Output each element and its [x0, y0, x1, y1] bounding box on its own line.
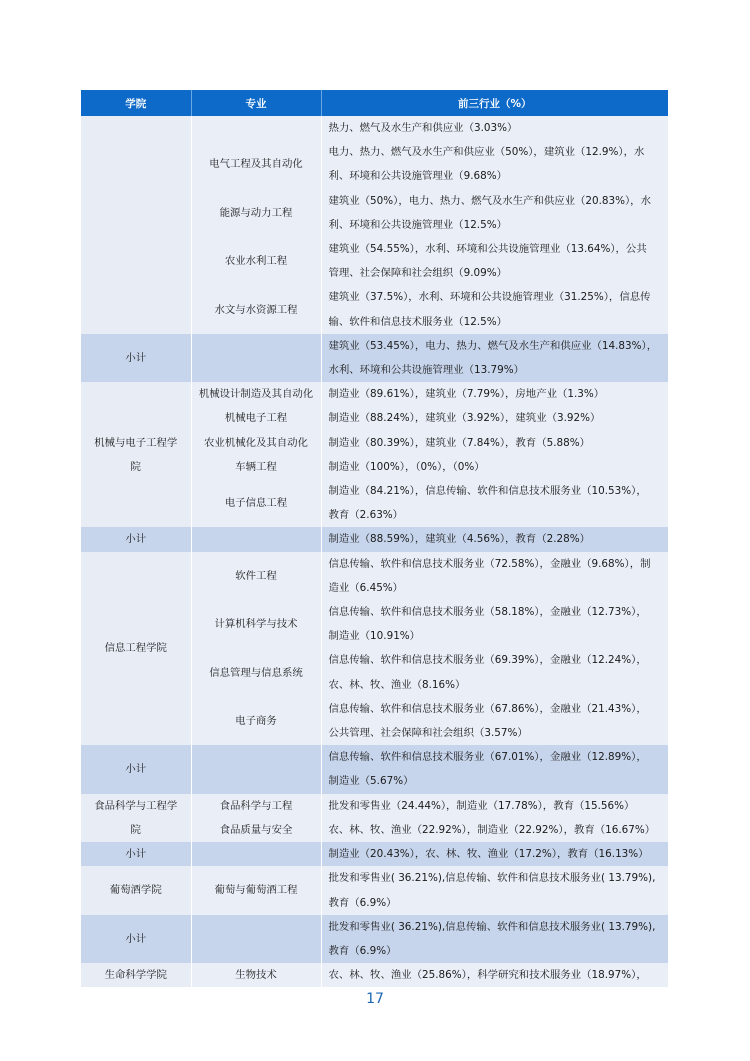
text-line: 信息工程学院: [104, 642, 167, 655]
subtotal-major-cell: [191, 915, 321, 963]
text-line: 农、林、牧、渔业（22.92%），制造业（22.92%），教育（16.67%）: [328, 823, 656, 836]
subtotal-major-cell: [191, 334, 321, 382]
subtotal-row: [81, 527, 668, 551]
subtotal-label: 小计: [81, 745, 191, 793]
major-cell: 机械设计制造及其自动化: [191, 382, 321, 406]
major-cell: 食品科学与工程: [191, 794, 321, 818]
cell-lines: [329, 794, 665, 818]
text-line: 教育（6.9%）: [328, 944, 397, 957]
subtotal-row: [81, 915, 668, 963]
industries-cell: [321, 382, 668, 406]
industries-cell: [321, 116, 668, 140]
industry-table: [81, 90, 668, 987]
cell-lines: [81, 963, 191, 987]
cell-lines: [329, 285, 665, 333]
cell-lines: [329, 382, 665, 406]
industries-cell: [321, 237, 668, 285]
major-cell: 葡萄与葡萄酒工程: [191, 866, 321, 914]
table-row: [81, 382, 668, 406]
college-cell: [81, 866, 191, 914]
subtotal-label: 小计: [81, 527, 191, 551]
subtotal-major-cell: [191, 745, 321, 793]
cell-lines: [329, 697, 665, 745]
major-cell: 计算机科学与技术: [191, 600, 321, 648]
industries-cell: [321, 963, 668, 987]
cell-lines: [329, 237, 665, 285]
text-line: 制造业（80.39%），建筑业（7.84%），教育（5.88%）: [328, 436, 590, 449]
header-top-industries: 前三行业（%）: [321, 90, 668, 116]
major-cell: 农业水利工程: [191, 237, 321, 285]
text-line: 制造业（88.59%），建筑业（4.56%），教育（2.28%）: [328, 533, 590, 546]
cell-lines: [329, 818, 665, 842]
table-row: [81, 794, 668, 818]
text-line: 制造业（10.91%）: [328, 630, 421, 643]
subtotal-industries-cell: [321, 842, 668, 866]
cell-lines: [81, 794, 191, 842]
text-line: 建筑业（37.5%），水利、环境和公共设施管理业（31.25%），信息传: [328, 291, 651, 304]
cell-lines: [81, 431, 191, 479]
cell-lines: [329, 116, 665, 140]
college-cell: [81, 116, 191, 334]
cell-lines: [329, 406, 665, 430]
cell-lines: [329, 455, 665, 479]
major-cell: 食品质量与安全: [191, 818, 321, 842]
industries-cell: [321, 479, 668, 527]
subtotal-row: [81, 842, 668, 866]
industries-cell: [321, 794, 668, 818]
header-row: [81, 90, 668, 116]
cell-lines: [329, 842, 665, 866]
industries-cell: [321, 600, 668, 648]
subtotal-industries-cell: [321, 915, 668, 963]
subtotal-industries-cell: [321, 334, 668, 382]
subtotal-industries-cell: [321, 527, 668, 551]
text-line: 制造业（5.67%）: [328, 775, 414, 788]
text-line: 信息传输、软件和信息技术服务业（69.39%），金融业（12.24%），: [328, 654, 647, 667]
table-row: [81, 116, 668, 140]
cell-lines: [329, 140, 665, 188]
text-line: 葡萄酒学院: [109, 884, 162, 897]
header-major: 专业: [191, 90, 321, 116]
major-cell: 生物技术: [191, 963, 321, 987]
major-cell: 电子信息工程: [191, 479, 321, 527]
text-line: 批发和零售业( 36.21%),信息传输、软件和信息技术服务业( 13.79%),: [328, 920, 656, 933]
major-cell: [191, 116, 321, 140]
subtotal-industries-cell: [321, 745, 668, 793]
text-line: 食品科学与工程学: [94, 799, 178, 812]
table-row: [81, 866, 668, 914]
text-line: 制造业（100%），（0%），（0%）: [328, 460, 485, 473]
subtotal-label: 小计: [81, 842, 191, 866]
subtotal-label: 小计: [81, 334, 191, 382]
text-line: 建筑业（54.55%），水利、环境和公共设施管理业（13.64%），公共: [328, 243, 647, 256]
industries-cell: [321, 455, 668, 479]
major-cell: 水文与水资源工程: [191, 285, 321, 333]
cell-lines: [329, 189, 665, 237]
text-line: 教育（2.63%）: [328, 509, 404, 522]
industries-cell: [321, 697, 668, 745]
text-line: 信息传输、软件和信息技术服务业（67.86%），金融业（21.43%），: [328, 702, 647, 715]
major-cell: 车辆工程: [191, 455, 321, 479]
text-line: 批发和零售业( 36.21%),信息传输、软件和信息技术服务业( 13.79%),: [328, 872, 656, 885]
cell-lines: [329, 745, 665, 793]
subtotal-row: [81, 334, 668, 382]
cell-lines: [329, 334, 665, 382]
text-line: 建筑业（53.45%），电力、热力、燃气及水生产和供应业（14.83%），: [328, 339, 658, 352]
table-body: [81, 116, 668, 987]
industries-cell: [321, 648, 668, 696]
text-line: 农、林、牧、渔业（25.86%），科学研究和技术服务业（18.97%），: [328, 969, 647, 982]
major-cell: 能源与动力工程: [191, 189, 321, 237]
industries-cell: [321, 866, 668, 914]
cell-lines: [329, 479, 665, 527]
page-number: 17: [366, 991, 384, 1007]
major-cell: 电气工程及其自动化: [191, 140, 321, 188]
text-line: 信息传输、软件和信息技术服务业（58.18%），金融业（12.73%），: [328, 606, 647, 619]
text-line: 热力、燃气及水生产和供应业（3.03%）: [328, 122, 518, 134]
text-line: 水利、环境和公共设施管理业（13.79%）: [328, 364, 524, 377]
text-line: 制造业（88.24%），建筑业（3.92%），建筑业（3.92%）: [328, 412, 601, 425]
text-line: 教育（6.9%）: [328, 896, 397, 909]
text-line: 造业（6.45%）: [328, 581, 404, 594]
text-line: 批发和零售业（24.44%），制造业（17.78%），教育（15.56%）: [328, 799, 635, 812]
table-row: [81, 552, 668, 600]
subtotal-major-cell: [191, 527, 321, 551]
cell-lines: [81, 636, 191, 660]
text-line: 农、林、牧、渔业（8.16%）: [328, 678, 466, 691]
industries-cell: [321, 552, 668, 600]
industries-cell: [321, 818, 668, 842]
college-cell: [81, 552, 191, 746]
text-line: 信息传输、软件和信息技术服务业（72.58%），金融业（9.68%），制: [328, 557, 651, 570]
cell-lines: [329, 600, 665, 648]
cell-lines: [329, 648, 665, 696]
subtotal-row: [81, 745, 668, 793]
subtotal-major-cell: [191, 842, 321, 866]
text-line: 管理、社会保障和社会组织（9.09%）: [328, 267, 507, 280]
major-cell: 信息管理与信息系统: [191, 648, 321, 696]
cell-lines: [329, 431, 665, 455]
cell-lines: [81, 878, 191, 902]
college-cell: [81, 963, 191, 987]
cell-lines: [329, 552, 665, 600]
document-page: [81, 90, 668, 987]
industries-cell: [321, 406, 668, 430]
industries-cell: [321, 431, 668, 455]
text-line: 电力、热力、燃气及水生产和供应业（50%），建筑业（12.9%），水: [328, 146, 645, 159]
text-line: 利、环境和公共设施管理业（12.5%）: [328, 218, 507, 231]
text-line: 制造业（84.21%），信息传输、软件和信息技术服务业（10.53%），: [328, 485, 647, 498]
cell-lines: [329, 527, 665, 551]
industries-cell: [321, 189, 668, 237]
header-college: 学院: [81, 90, 191, 116]
cell-lines: [329, 866, 665, 914]
major-cell: 机械电子工程: [191, 406, 321, 430]
text-line: 院: [130, 823, 141, 836]
text-line: 利、环境和公共设施管理业（9.68%）: [328, 170, 507, 183]
text-line: 信息传输、软件和信息技术服务业（67.01%），金融业（12.89%），: [328, 751, 647, 764]
major-cell: 农业机械化及其自动化: [191, 431, 321, 455]
text-line: 公共管理、社会保障和社会组织（3.57%）: [328, 727, 528, 740]
text-line: 生命科学学院: [104, 969, 167, 982]
text-line: 建筑业（50%），电力、热力、燃气及水生产和供应业（20.83%），水: [328, 194, 651, 207]
major-cell: 电子商务: [191, 697, 321, 745]
subtotal-label: 小计: [81, 915, 191, 963]
college-cell: [81, 794, 191, 842]
table-header: [81, 90, 668, 116]
cell-lines: [329, 915, 665, 963]
industries-cell: [321, 140, 668, 188]
major-cell: 软件工程: [191, 552, 321, 600]
cell-lines: [329, 963, 665, 987]
text-line: 制造业（89.61%），建筑业（7.79%），房地产业（1.3%）: [328, 388, 605, 401]
college-cell: [81, 382, 191, 527]
text-line: 制造业（20.43%），农、林、牧、渔业（17.2%），教育（16.13%）: [328, 848, 649, 861]
text-line: 院: [130, 460, 141, 473]
text-line: 机械与电子工程学: [94, 436, 178, 449]
industries-cell: [321, 285, 668, 333]
text-line: 输、软件和信息技术服务业（12.5%）: [328, 315, 507, 328]
table-row: [81, 963, 668, 987]
